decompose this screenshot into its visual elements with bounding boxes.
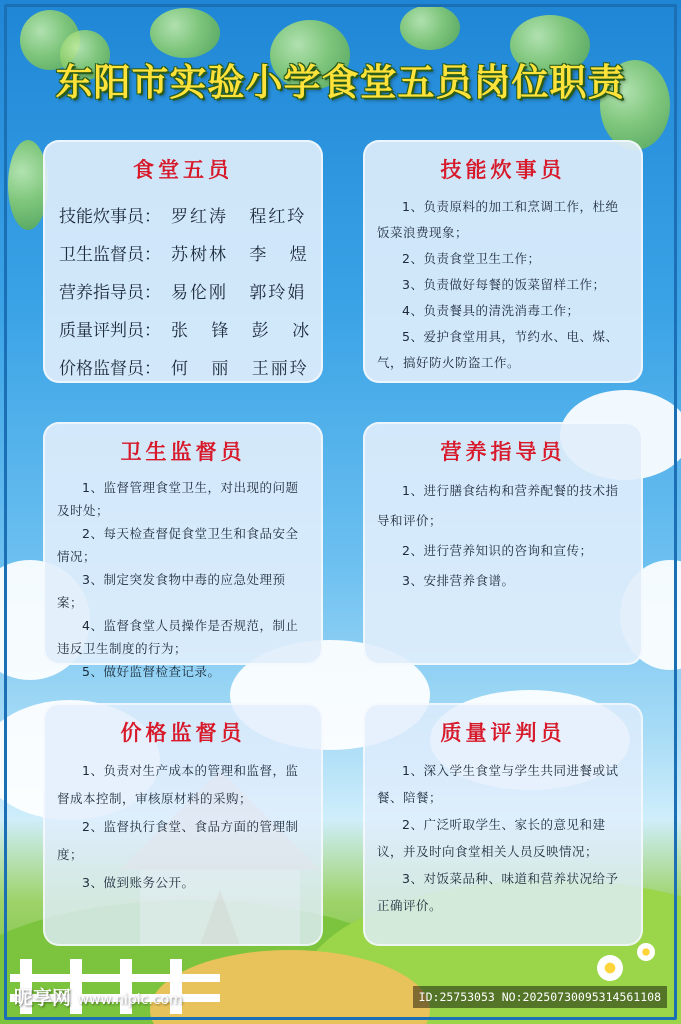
- hygiene-duties-panel: [43, 422, 323, 679]
- duty-item: 1、进行膳食结构和营养配餐的技术指导和评价；: [377, 483, 619, 528]
- poster-title: 东阳市实验小学食堂五员岗位职责: [55, 61, 626, 104]
- duty-item: 2、监督执行食堂、食品方面的管理制度；: [57, 819, 299, 862]
- price-duties-panel: [43, 703, 323, 946]
- watermark-url: www.nipic.com: [77, 992, 183, 1008]
- duty-item: 3、制定突发食物中毒的应急处理预案；: [57, 572, 286, 610]
- duty-item: 1、监督管理食堂卫生，对出现的问题及时处；: [57, 480, 299, 518]
- staff-role: 价格监督员：: [59, 359, 161, 379]
- hygiene-panel-title: 卫生监督员: [120, 440, 246, 464]
- staff-row: [59, 312, 323, 350]
- duty-item: 2、广泛听取学生、家长的意见和建议，并及时向食堂相关人员反映情况；: [377, 817, 606, 859]
- cook-panel-title: 技能炊事员: [440, 158, 566, 182]
- duty-item: 3、对饭菜品种、味道和营养状况给予正确评价。: [377, 871, 619, 913]
- duty-item: 3、安排营养食谱。: [402, 573, 515, 588]
- grape-decoration: [8, 140, 48, 230]
- flower-icon: [597, 955, 623, 981]
- duty-item: 2、进行营养知识的咨询和宣传；: [402, 543, 593, 558]
- nutrition-panel-title: 营养指导员: [440, 440, 566, 464]
- duty-item: 2、每天检查督促食堂卫生和食品安全情况；: [57, 526, 299, 564]
- duty-item: 3、负责做好每餐的饭菜留样工作；: [402, 277, 606, 292]
- duty-list: [57, 757, 309, 897]
- staff-names: 苏树林 李 煜: [171, 245, 309, 265]
- staff-panel-title: 食堂五员: [133, 158, 233, 182]
- quality-panel-title: 质量评判员: [440, 721, 566, 745]
- duty-item: 4、监督食堂人员操作是否规范，制止违反卫生制度的行为；: [57, 618, 299, 656]
- price-panel-title: 价格监督员: [120, 721, 246, 745]
- duty-item: 1、负责原料的加工和烹调工作，杜绝饭菜浪费现象；: [377, 199, 619, 240]
- duty-item: 2、负责食堂卫生工作；: [402, 251, 541, 266]
- duty-item: 1、深入学生食堂与学生共同进餐或试餐、陪餐；: [377, 763, 619, 805]
- duty-item: 5、做好监督检查记录。: [82, 664, 221, 679]
- image-id-label: ID:25753053 NO:20250730095314561108: [413, 986, 667, 1008]
- staff-row: [59, 236, 323, 274]
- grape-decoration: [150, 8, 220, 58]
- staff-row: [59, 274, 323, 312]
- duty-list: [377, 757, 629, 919]
- staff-names: 张 锋 彭 冰: [171, 321, 312, 341]
- staff-panel: [43, 140, 323, 383]
- duty-item: 4、负责餐具的清洗消毒工作；: [402, 303, 580, 318]
- cook-duties-panel: [363, 140, 643, 383]
- flower-icon: [637, 943, 655, 961]
- site-watermark: [14, 983, 183, 1010]
- staff-row: [59, 350, 323, 388]
- staff-role: 卫生监督员：: [59, 245, 161, 265]
- duty-item: 1、负责对生产成本的管理和监督，监督成本控制，审核原材料的采购；: [57, 763, 299, 806]
- staff-names: 易伦刚 郭玲娟: [171, 283, 307, 303]
- staff-role: 质量评判员：: [59, 321, 161, 341]
- duty-list: [57, 476, 309, 683]
- staff-names: 罗红涛 程红玲: [171, 207, 307, 227]
- staff-row: [59, 198, 323, 236]
- duty-item: 3、做到账务公开。: [82, 875, 195, 890]
- grape-decoration: [400, 5, 460, 50]
- duty-list: [377, 194, 629, 376]
- duty-list: [377, 476, 629, 596]
- watermark-brand: 昵享网: [14, 987, 72, 1009]
- staff-names: 何 丽 王丽玲: [171, 359, 309, 379]
- nutrition-duties-panel: [363, 422, 643, 665]
- staff-role: 技能炊事员：: [59, 207, 161, 227]
- duty-item: 5、爱护食堂用具，节约水、电、煤、气，搞好防火防盗工作。: [377, 329, 619, 370]
- staff-role: 营养指导员：: [59, 283, 161, 303]
- quality-duties-panel: [363, 703, 643, 946]
- staff-list: [59, 198, 323, 388]
